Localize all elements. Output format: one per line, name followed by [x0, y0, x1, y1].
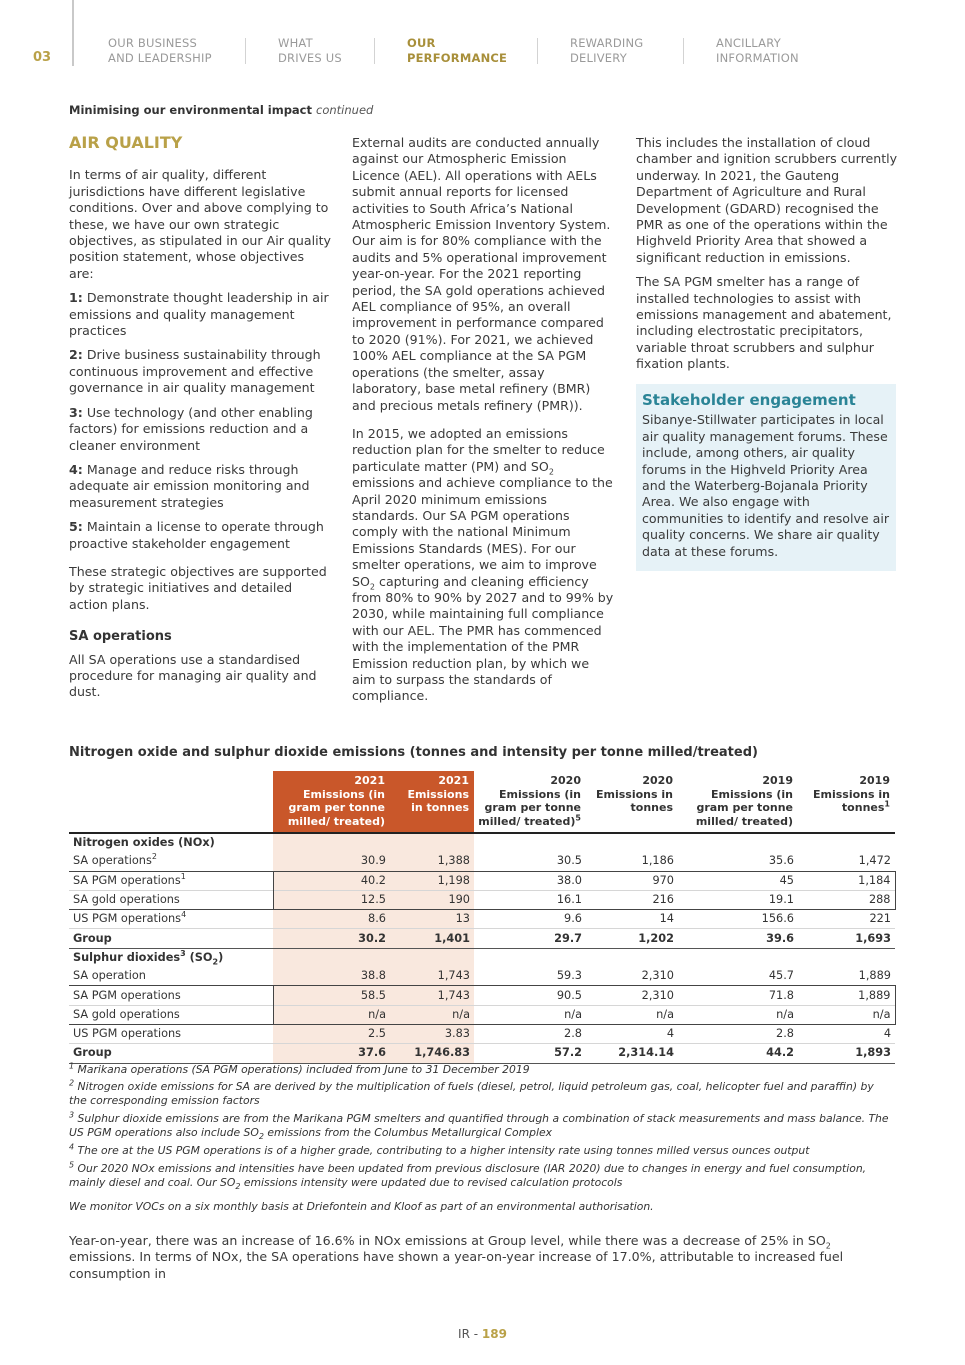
- table-cell: [586, 948, 678, 967]
- table-cell: 1,889: [858, 969, 891, 983]
- objectives-supported: These strategic objectives are supported by strategic initiatives and detailed action plans.: [69, 563, 327, 612]
- table-cell: 1,693: [855, 931, 891, 945]
- table-cell: 1,472: [858, 854, 891, 868]
- table-cell: 9.6: [564, 912, 582, 926]
- table-cell: 1,889: [798, 986, 895, 1005]
- header-year: 2019: [762, 774, 793, 787]
- table-cell: 30.5: [556, 854, 582, 868]
- section-label-text: (SO: [185, 950, 213, 964]
- table-cell: 1,388: [390, 852, 474, 871]
- header-year: 2021: [354, 774, 385, 787]
- table-cell: 45.7: [768, 969, 794, 983]
- sa-operations-heading: SA operations: [69, 629, 172, 645]
- objective-item: [69, 519, 331, 552]
- table-cell: 90.5: [474, 986, 586, 1005]
- header-blank: [69, 771, 273, 833]
- nav-what-drives-us[interactable]: [278, 36, 342, 66]
- table-cell: 4: [666, 1027, 674, 1041]
- table-cell: 35.6: [768, 854, 794, 868]
- table-cell: [390, 833, 474, 852]
- footnote-number: 1: [69, 1061, 75, 1071]
- emissions-table: [69, 771, 896, 1064]
- footnote-text: Sulphur dioxide emissions are from the Marikana PGM smelters and quantified through a combination of stack measurements and mass balance. The US PGM operations also include SO: [69, 1112, 889, 1139]
- page-prefix: IR -: [458, 1327, 482, 1341]
- nav-label-line2: DRIVES US: [278, 51, 342, 65]
- table-row-group-total: [69, 929, 895, 948]
- footnote-text: Marikana operations (SA PGM operations) included from June to 31 December 2019: [77, 1063, 530, 1076]
- row-label: SA PGM operations: [69, 986, 273, 1005]
- objective-text: Use technology (and other enabling factors) for emissions reduction and a cleaner environment: [69, 404, 313, 453]
- table-cell: n/a: [586, 1005, 678, 1024]
- objective-item: [69, 405, 331, 454]
- table-cell: 38.0: [474, 871, 586, 890]
- table-cell: [678, 833, 798, 852]
- column-air-quality: [69, 135, 331, 709]
- table-row: [69, 910, 895, 929]
- footnote-text: emissions from the Columbus Metallurgical Complex: [263, 1126, 553, 1139]
- table-cell: [586, 833, 678, 852]
- table-cell: [390, 948, 474, 967]
- table-row: [69, 890, 895, 909]
- header-2020-intensity: [474, 771, 586, 833]
- nav-label-line1: ANCILLARY: [716, 36, 781, 50]
- table-cell: 2,314.14: [618, 1046, 674, 1060]
- emissions-plan-text: In 2015, we adopted an emissions reduction plan for the smelter to reduce particulate matter (PM) and SO: [352, 425, 605, 474]
- table-cell: 216: [586, 890, 678, 909]
- table-cell: 1,746.83: [390, 1044, 474, 1063]
- table-cell: [474, 948, 586, 967]
- table-cell: n/a: [474, 1005, 586, 1024]
- subtitle-main: Minimising our environmental impact: [69, 103, 312, 117]
- stakeholder-engagement-box: [636, 384, 896, 571]
- vocs-note: We monitor VOCs on a six monthly basis at Driefontein and Kloof as part of an environmental authorisation.: [69, 1200, 654, 1213]
- table-cell: 1,186: [641, 854, 674, 868]
- table-cell: 1,743: [390, 986, 474, 1005]
- header-year: 2021: [438, 774, 469, 787]
- header-label: Emissions (in gram per tonne milled/ treated): [695, 787, 793, 828]
- header-label: Emissions in tonnes: [407, 787, 469, 814]
- table-cell: 37.6: [273, 1044, 390, 1063]
- nav-separator: [245, 38, 246, 64]
- table-cell: 190: [390, 890, 474, 909]
- table-cell: 19.1: [678, 890, 798, 909]
- table-row: [69, 1024, 895, 1043]
- footnote-ref: 4: [181, 910, 187, 920]
- table-cell: 57.2: [554, 1046, 582, 1060]
- table-cell: 58.5: [273, 986, 390, 1005]
- table-cell: [273, 948, 390, 967]
- objective-number: 5:: [69, 519, 83, 535]
- subscript: 2: [258, 1132, 264, 1142]
- table-cell: 14: [659, 912, 674, 926]
- row-label: SA gold operations: [69, 1005, 273, 1024]
- footnote-number: 3: [69, 1110, 75, 1120]
- table-cell: 3.83: [390, 1024, 474, 1043]
- nav-label-line1: OUR: [407, 36, 436, 50]
- table-cell: [678, 948, 798, 967]
- page-number: [0, 1327, 965, 1341]
- header-2019-tonnes: [798, 771, 895, 833]
- objective-text: Maintain a license to operate through proactive stakeholder engagement: [69, 519, 324, 551]
- page-number-value: 189: [481, 1327, 507, 1341]
- row-label: Group: [73, 1046, 112, 1060]
- pmr-paragraph: This includes the installation of cloud chamber and ignition scrubbers currently underway. In 2021, the Gauteng Department of Agriculture and Rural Development (GDARD) recognised the PMR as one of the operations within the Highveld Priority Area that showed a significant reduction in emissions.: [636, 135, 898, 265]
- subscript: 2: [235, 1182, 241, 1192]
- footnote-ref: 1: [180, 871, 186, 881]
- section-label: [69, 948, 273, 967]
- table-cell: 970: [586, 871, 678, 890]
- audits-paragraph: External audits are conducted annually against our Atmospheric Emission Licence (AEL). All operations with AELs submit annual reports for licensed activities to South Africa’s National Atmospheric Emission Inventory System. Our aim is for 80% compliance with the audits and 5% operational improvement year-on-year. For the 2021 reporting period, the SA gold operations achieved AEL compliance of 95%, an overall improvement in performance compared to 2020 (91%). For 2021, we achieved 100% AEL compliance at the SA PGM operations (the smelter, assay laboratory, base metal refinery (BMR) and precious metals refinery (PMR)).: [352, 135, 611, 413]
- column-pmr: [636, 135, 898, 381]
- table-cell: 2.8: [564, 1027, 582, 1041]
- nav-label-line2: AND LEADERSHIP: [108, 51, 212, 65]
- table-title: Nitrogen oxide and sulphur dioxide emissions (tonnes and intensity per tonne milled/treated): [69, 745, 758, 760]
- air-quality-heading: AIR QUALITY: [69, 133, 183, 152]
- table-cell: n/a: [678, 1005, 798, 1024]
- table-cell: [273, 833, 390, 852]
- header-label: Emissions (in gram per tonne milled/ treated): [287, 787, 385, 828]
- air-quality-intro: In terms of air quality, different jurisdictions have different legislative conditions. Over and above complying to these, we have our own strategic objectives, as stipulated in our Air quality position statement, whose objectives are:: [69, 167, 331, 281]
- row-label-text: US PGM operations: [73, 912, 182, 926]
- subscript: 2: [369, 582, 376, 592]
- section-row-nox: [69, 833, 895, 852]
- footnote-number: 4: [69, 1142, 75, 1152]
- column-audits: [352, 135, 615, 713]
- year-on-year-paragraph: [69, 1233, 899, 1282]
- table-cell: 30.2: [273, 929, 390, 948]
- section-label-text: Sulphur dioxides: [73, 950, 181, 964]
- stakeholder-text: Sibanye-Stillwater participates in local air quality management forums. These include, among others, air quality forums in the Highveld Priority Area and the Waterberg-Bojanala Priority Area. We also engage with communities to identify and resolve air quality concerns. We share air quality data at these forums.: [642, 412, 890, 559]
- emissions-plan-paragraph: [352, 426, 615, 705]
- table-cell: 30.9: [273, 852, 390, 871]
- table-cell: 221: [869, 912, 891, 926]
- section-label-text: ): [218, 950, 224, 964]
- table-row: [69, 852, 895, 871]
- table-row: [69, 1005, 895, 1024]
- footnote-1: [69, 1063, 889, 1077]
- nav-ancillary-information[interactable]: [716, 36, 799, 66]
- nav-our-business[interactable]: [108, 36, 212, 66]
- table-cell: 156.6: [761, 912, 794, 926]
- table-cell: 1,198: [390, 871, 474, 890]
- row-label: US PGM operations: [73, 1027, 182, 1041]
- objective-number: 4:: [69, 461, 83, 477]
- smelter-paragraph: The SA PGM smelter has a range of installed technologies to assist with emissions management and abatement, including electrostatic precipitators, variable throat scrubbers and sulphur fixation plants.: [636, 274, 892, 372]
- row-label: [69, 852, 273, 871]
- table-cell: 2.8: [776, 1027, 794, 1041]
- header-year: 2020: [550, 774, 581, 787]
- footnote-ref: 5: [575, 812, 581, 822]
- nav-label-line1: WHAT: [278, 36, 313, 50]
- row-label: [69, 871, 273, 890]
- section-number: 03: [33, 50, 52, 65]
- header-2020-tonnes: [586, 771, 678, 833]
- table-cell: n/a: [273, 1005, 390, 1024]
- footnote-ref: 3: [180, 949, 186, 959]
- table-cell: 4: [883, 1027, 891, 1041]
- table-row-group-total: [69, 1044, 895, 1063]
- section-row-so2: [69, 948, 895, 967]
- section-subtitle: [69, 103, 373, 117]
- paragraph-text: Year-on-year, there was an increase of 16.6% in NOx emissions at Group level, while there was a decrease of 25% in SO: [69, 1233, 826, 1248]
- header-2019-intensity: [678, 771, 798, 833]
- objective-item: [69, 462, 331, 511]
- nav-label-line2: INFORMATION: [716, 51, 799, 65]
- footnote-text: emissions intensity were updated due to revised calculation protocols: [240, 1176, 623, 1189]
- table-cell: 1,401: [390, 929, 474, 948]
- footnote-4: [69, 1144, 889, 1158]
- footnote-text: Our 2020 NOx emissions and intensities have been updated from previous disclosure (IAR 2020) due to changes in energy and fuel consumption, mainly diesel and coal. Our SO: [69, 1162, 867, 1189]
- subscript: 2: [212, 957, 219, 967]
- header-year: 2019: [859, 774, 890, 787]
- objective-text: Demonstrate thought leadership in air emissions and quality management practices: [69, 290, 329, 339]
- header-2021-tonnes: [390, 771, 474, 833]
- row-label: SA operation: [73, 969, 146, 983]
- footnote-text: The ore at the US PGM operations is of a higher grade, contributing to a higher intensity rate using tonnes milled versus ounces output: [77, 1144, 810, 1157]
- nav-separator: [683, 38, 684, 64]
- footnote-2: [69, 1080, 889, 1108]
- header-label: Emissions in tonnes: [813, 787, 890, 814]
- row-label-text: SA operations: [73, 854, 152, 868]
- table-cell: 1,202: [638, 931, 674, 945]
- objective-item: [69, 290, 331, 339]
- nav-our-performance[interactable]: [407, 36, 507, 66]
- table-cell: 8.6: [273, 910, 390, 929]
- objective-number: 1:: [69, 290, 83, 306]
- nav-separator: [537, 38, 538, 64]
- objective-item: [69, 347, 331, 396]
- nav-label-line2: PERFORMANCE: [407, 51, 508, 65]
- table-row: [69, 871, 895, 890]
- table-cell: 38.8: [273, 967, 390, 986]
- table-cell: 29.7: [554, 931, 582, 945]
- table-cell: n/a: [390, 1005, 474, 1024]
- emissions-plan-text: capturing and cleaning efficiency from 80% to 90% by 2027 and to 99% by 2030, while maintaining full compliance with our AEL. The PMR has commenced with the implementation of the PMR Emission reduction plan, by which we aim to surpass the standards of compliance.: [352, 573, 614, 704]
- table-cell: 44.2: [766, 1046, 794, 1060]
- table-cell: 1,184: [798, 871, 895, 890]
- table-row: [69, 967, 895, 986]
- table-cell: 59.3: [556, 969, 582, 983]
- table-cell: 13: [390, 910, 474, 929]
- table-cell: 2,310: [641, 969, 674, 983]
- table-cell: [798, 948, 895, 967]
- footnote-5: [69, 1162, 889, 1190]
- table-row: [69, 986, 895, 1005]
- row-label-text: SA PGM operations: [73, 873, 181, 887]
- footnote-3: [69, 1112, 889, 1140]
- paragraph-text: emissions. In terms of NOx, the SA operations have shown a year-on-year increase of 17.0%, attributable to increased fuel consumption in: [69, 1249, 844, 1281]
- subtitle-continued: continued: [316, 103, 374, 117]
- sa-operations-text: All SA operations use a standardised procedure for managing air quality and dust.: [69, 651, 317, 700]
- table-cell: 40.2: [273, 871, 390, 890]
- row-label: [69, 890, 273, 909]
- subscript: 2: [825, 1241, 831, 1251]
- header-2021-intensity: [273, 771, 390, 833]
- nav-label-line1: OUR BUSINESS: [108, 36, 197, 50]
- footnote-number: 5: [69, 1160, 75, 1170]
- table-cell: 16.1: [474, 890, 586, 909]
- table-cell: 39.6: [766, 931, 794, 945]
- table-cell: 2.5: [273, 1024, 390, 1043]
- table-cell: 1,743: [390, 967, 474, 986]
- subscript: 2: [548, 467, 554, 477]
- nav-label-line1: REWARDING: [570, 36, 644, 50]
- table-cell: [474, 833, 586, 852]
- table-cell: [798, 833, 895, 852]
- row-label: [69, 910, 273, 929]
- objective-text: Drive business sustainability through continuous improvement and effective governance in air quality management: [69, 347, 321, 396]
- nav-rewarding-delivery[interactable]: [570, 36, 643, 66]
- stakeholder-heading: Stakeholder engagement: [642, 391, 856, 409]
- header-label: Emissions in tonnes: [596, 787, 673, 814]
- emissions-plan-text: emissions and achieve compliance to the April 2020 minimum emissions standards. Our SA PGM operations comply with the national Minimum Emissions Standards (MES). For our smelter operations, we aim to improve SO: [352, 475, 613, 589]
- table-cell: n/a: [798, 1005, 895, 1024]
- objective-number: 2:: [69, 347, 83, 363]
- table-cell: 71.8: [678, 986, 798, 1005]
- table-cell: 288: [798, 890, 895, 909]
- footnote-ref: 2: [151, 852, 157, 862]
- footnote-text: Nitrogen oxide emissions for SA are derived by the multiplication of fuels (diesel, petrol, liquid petroleum gas, coal, helicopter fuel and paraffin) by the corresponding emission factors: [69, 1080, 874, 1107]
- footnote-ref: 1: [884, 799, 890, 809]
- objective-number: 3:: [69, 404, 83, 420]
- header-divider: [72, 0, 74, 66]
- objective-text: Manage and reduce risks through adequate air emission monitoring and measurement strategies: [69, 461, 310, 510]
- section-label: Nitrogen oxides (NOx): [73, 836, 215, 850]
- table-cell: 2,310: [586, 986, 678, 1005]
- table-cell: 45: [678, 871, 798, 890]
- table-cell: 12.5: [273, 890, 390, 909]
- table-header-row: [69, 771, 895, 833]
- row-label: Group: [73, 931, 112, 945]
- table-cell: 1,893: [855, 1046, 891, 1060]
- nav-separator: [374, 38, 375, 64]
- footnote-number: 2: [69, 1078, 75, 1088]
- header-year: 2020: [642, 774, 673, 787]
- nav-label-line2: DELIVERY: [570, 51, 627, 65]
- header-label: Emissions (in gram per tonne milled/ treated): [478, 787, 581, 828]
- row-label-text: SA gold operations: [73, 893, 180, 907]
